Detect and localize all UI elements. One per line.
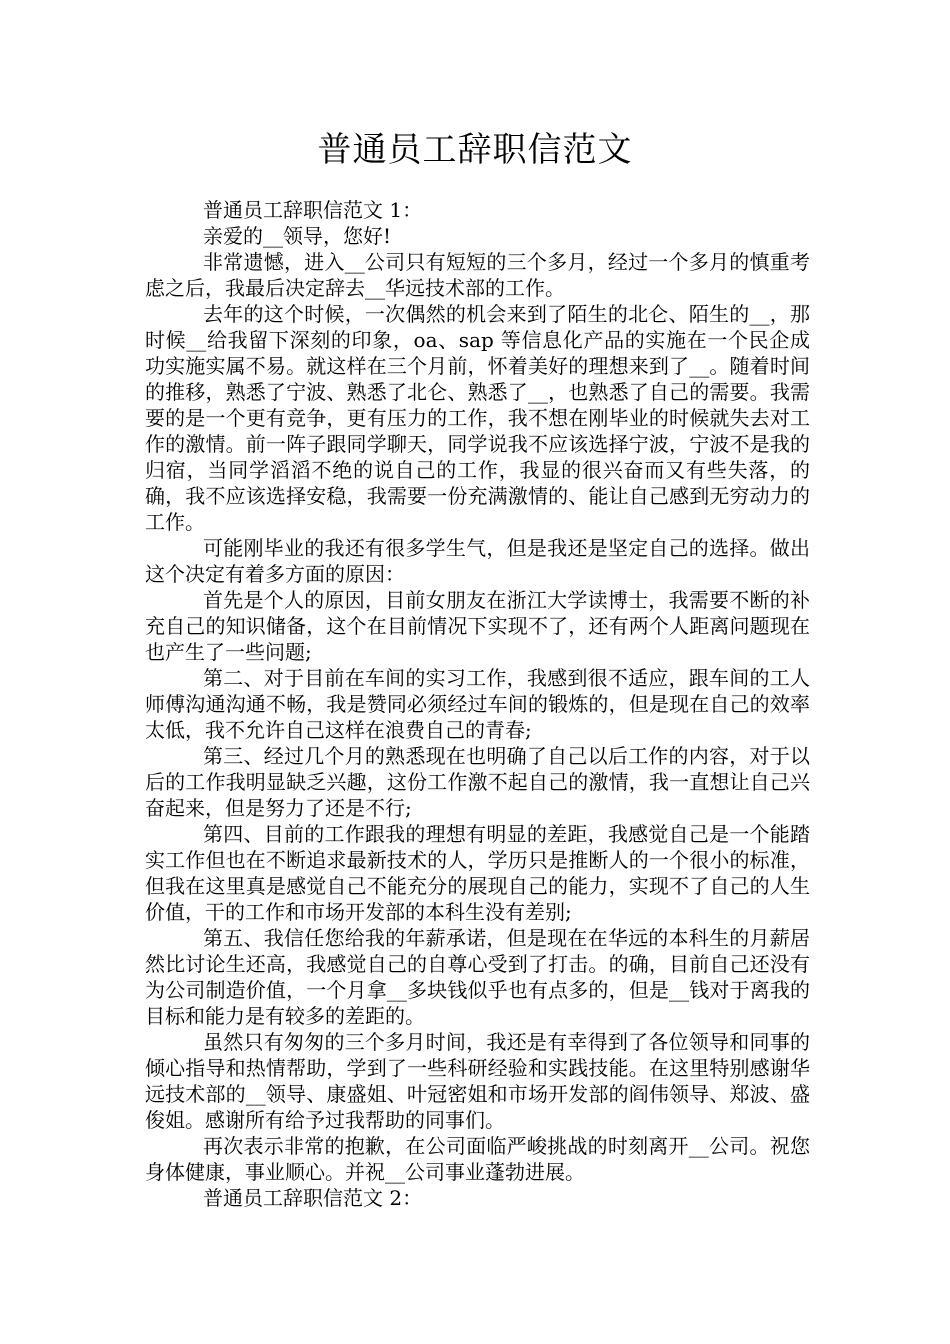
paragraph-reason-4: 第四、目前的工作跟我的理想有明显的差距，我感觉自己是一个能踏实工作但也在不断追求最新技术的人，学历只是推断人的一个很小的标准，但我在这里真是感觉自己不能充分的展现自己的能力，实现不了自己的人生价值，干的工作和市场开发部的本科生没有差别; <box>145 822 810 924</box>
paragraph-background: 去年的这个时候，一次偶然的机会来到了陌生的北仑、陌生的__，那时候__给我留下深刻的印象，oa、sap 等信息化产品的实施在一个民企成功实施实属不易。就这样在三个月前，怀着美好的理想来到了__。随着时间的推移，熟悉了宁波、熟悉了北仑、熟悉了__，也熟悉了自己的需要。我需要的是一个更有竞争，更有压力的工作，我不想在刚毕业的时候就失去对工作的激情。前一阵子跟同学聊天，同学说我不应该选择宁波，宁波不是我的归宿，当同学滔滔不绝的说自己的工作，我显的很兴奋而又有些失落，的确，我不应该选择安稳，我需要一份充满激情的、能让自己感到无穷动力的工作。 <box>145 302 810 534</box>
paragraph-sample-heading-2: 普通员工辞职信范文 2： <box>203 1186 423 1210</box>
paragraph-reason-2: 第二、对于目前在车间的实习工作，我感到很不适应，跟车间的工人师傅沟通沟通不畅，我是赞同必须经过车间的锻炼的，但是现在自己的效率太低，我不允许自己这样在浪费自己的青春; <box>145 666 810 742</box>
document-title: 普通员工辞职信范文 <box>317 130 633 170</box>
paragraph-closing: 再次表示非常的抱歉，在公司面临严峻挑战的时刻离开__公司。祝您身体健康，事业顺心。并祝__公司事业蓬勃进展。 <box>145 1134 810 1184</box>
paragraph-sample-heading-1: 普通员工辞职信范文 1： <box>203 198 423 222</box>
paragraph-reason-1: 首先是个人的原因，目前女朋友在浙江大学读博士，我需要不断的补充自己的知识储备，这个在目前情况下实现不了，还有两个人距离问题现在也产生了一些问题; <box>145 588 810 664</box>
paragraph-salutation: 亲爱的__领导，您好! <box>203 224 392 248</box>
document-body <box>145 197 810 1211</box>
paragraph-intro: 非常遗憾，进入__公司只有短短的三个多月，经过一个多月的慎重考虑之后，我最后决定辞去__华远技术部的工作。 <box>145 250 810 300</box>
paragraph-reason-5: 第五、我信任您给我的年薪承诺，但是现在在华远的本科生的月薪居然比讨论生还高，我感觉自己的自尊心受到了打击。的确，目前自己还没有为公司制造价值，一个月拿__多块钱似乎也有点多的，但是__钱对于离我的目标和能力是有较多的差距的。 <box>145 926 810 1028</box>
paragraph-thanks: 虽然只有匆匆的三个多月时间，我还是有幸得到了各位领导和同事的倾心指导和热情帮助，学到了一些科研经验和实践技能。在这里特别感谢华远技术部的__领导、康盛姐、叶冠密姐和市场开发部的阎伟领导、郑波、盛俊姐。感谢所有给予过我帮助的同事们。 <box>145 1030 810 1132</box>
paragraph-reason-3: 第三、经过几个月的熟悉现在也明确了自己以后工作的内容，对于以后的工作我明显缺乏兴趣，这份工作激不起自己的激情，我一直想让自己兴奋起来，但是努力了还是不行; <box>145 744 810 820</box>
paragraph-reasons-intro: 可能刚毕业的我还有很多学生气，但是我还是坚定自己的选择。做出这个决定有着多方面的原因： <box>145 536 810 586</box>
